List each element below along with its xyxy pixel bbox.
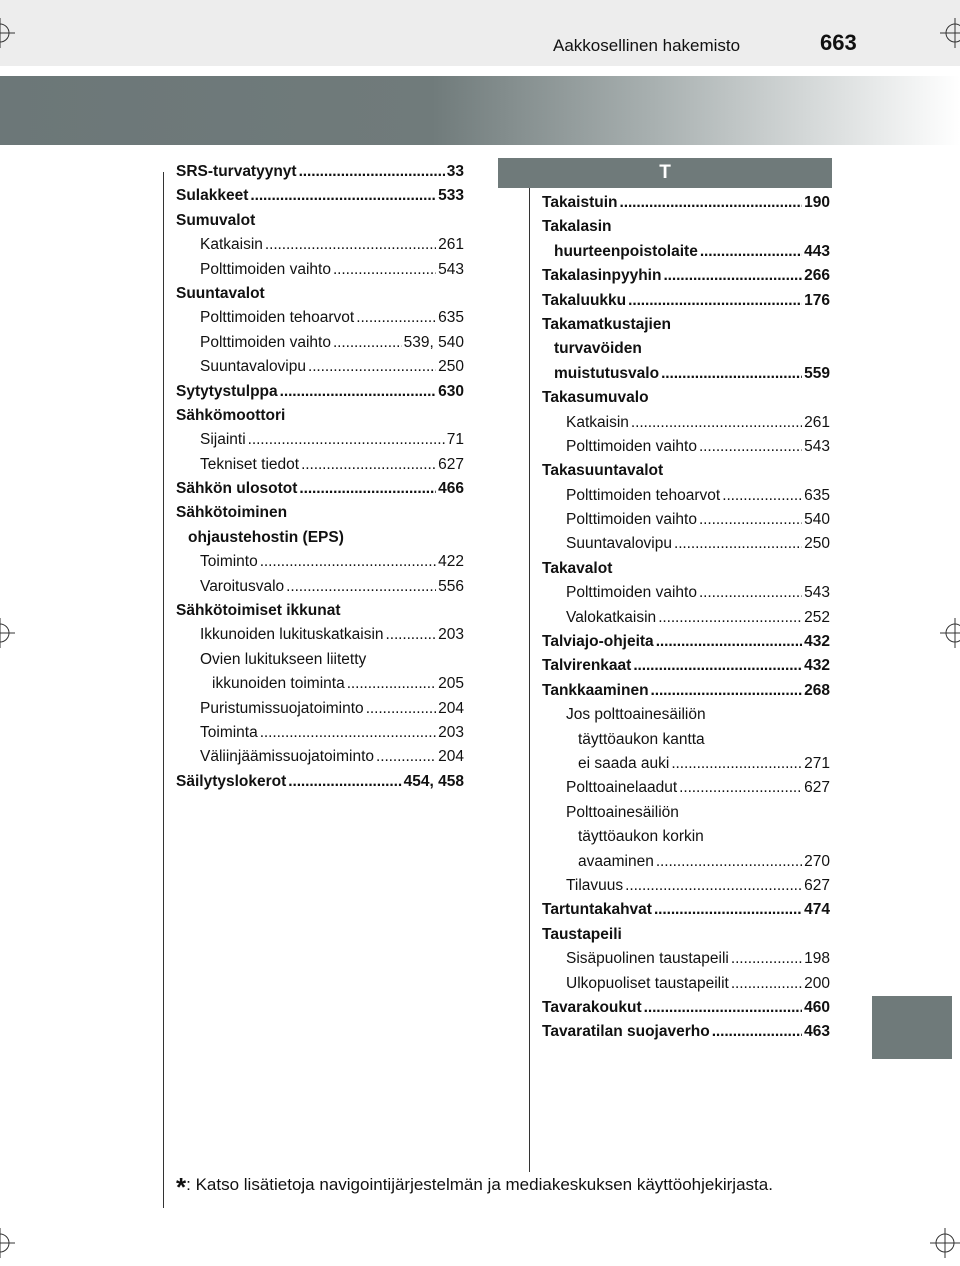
dot-leader [333, 258, 436, 282]
index-entry-text: Tekniset tiedot [200, 455, 300, 473]
index-entry-text: Suuntavalovipu [200, 358, 306, 376]
index-entry-text: Ulkopuoliset taustapeilit [566, 974, 729, 992]
index-entry-page[interactable]: 543 [438, 260, 464, 278]
index-entry-text: Sumuvalot [176, 211, 256, 229]
index-entry-page[interactable]: 432 [804, 657, 830, 675]
index-entry-page[interactable]: 204 [438, 748, 464, 766]
index-entry-page[interactable]: 443 [804, 242, 830, 260]
index-column-right [542, 191, 830, 1045]
dot-leader [671, 752, 802, 776]
index-entry-page[interactable]: 250 [804, 535, 830, 553]
index-entry-text: Väliinjäämissuojatoiminto [200, 748, 375, 766]
index-entry [542, 679, 830, 703]
index-entry [542, 508, 830, 532]
index-entry-text: täyttöaukon korkin [578, 828, 704, 846]
index-entry-text: Polttimoiden vaihto [566, 511, 697, 529]
dot-leader [347, 672, 436, 696]
index-entry-page[interactable]: 250 [438, 358, 464, 376]
index-entry-text: Tavarakoukut [542, 998, 642, 1016]
index-entry-text: Sytytystulppa [176, 382, 278, 400]
index-entry-text: huurteenpoistolaite [554, 242, 698, 260]
index-entry-text: avaaminen [578, 852, 654, 870]
index-entry [176, 526, 464, 550]
index-entry-page[interactable]: 266 [804, 267, 830, 285]
dot-leader [366, 697, 436, 721]
index-entry [542, 752, 830, 776]
index-entry-text: Säilytyslokerot [176, 772, 287, 790]
top-margin-strip [0, 0, 960, 66]
index-entry-page[interactable]: 198 [804, 950, 830, 968]
crop-mark-icon [930, 1228, 960, 1258]
index-entry-text: Takasumuvalo [542, 389, 649, 407]
index-entry [176, 428, 464, 452]
index-entry-text: Tankkaaminen [542, 681, 649, 699]
index-entry-page[interactable]: 203 [438, 723, 464, 741]
index-entry [542, 874, 830, 898]
dot-leader [644, 996, 802, 1020]
dot-leader [250, 184, 436, 208]
index-entry-page[interactable]: 463 [804, 1023, 830, 1041]
page-number: 663 [820, 30, 857, 55]
index-entry-text: Polttoainelaadut [566, 779, 678, 797]
crop-mark-icon [940, 618, 960, 648]
index-entry [542, 1020, 830, 1044]
index-entry [176, 306, 464, 330]
index-entry-text: Takalasin [542, 218, 612, 236]
index-entry [542, 825, 830, 849]
index-column-left [176, 160, 464, 794]
index-entry [176, 550, 464, 574]
dot-leader [265, 233, 436, 257]
index-entry-text: ei saada auki [578, 754, 670, 772]
dot-leader [651, 679, 803, 703]
index-entry-text: Puristumissuojatoiminto [200, 699, 364, 717]
index-entry [176, 697, 464, 721]
dot-leader [301, 453, 436, 477]
index-entry [176, 623, 464, 647]
index-entry-text: Taustapeili [542, 925, 622, 943]
index-entry-page[interactable]: 460 [804, 998, 830, 1016]
index-entry-page[interactable]: 533 [438, 187, 464, 205]
index-entry-text: Toiminto [200, 553, 258, 571]
index-entry-text: Sähkötoimiset ikkunat [176, 602, 341, 620]
index-entry [542, 435, 830, 459]
index-entry [542, 240, 830, 264]
crop-mark-icon [0, 18, 15, 48]
dot-leader [356, 306, 436, 330]
index-entry-text: Talvirenkaat [542, 657, 632, 675]
index-entry-text: muistutusvalo [554, 364, 660, 382]
index-entry [176, 258, 464, 282]
index-entry [542, 215, 830, 239]
dot-leader [699, 435, 802, 459]
index-entry [176, 721, 464, 745]
index-entry-text: Takamatkustajien [542, 315, 671, 333]
dot-leader [712, 1020, 802, 1044]
index-entry-text: Takalasinpyyhin [542, 267, 662, 285]
dot-leader [654, 898, 802, 922]
index-entry [542, 264, 830, 288]
footnote-marker: * [176, 1172, 187, 1202]
index-entry [542, 654, 830, 678]
index-entry [542, 557, 830, 581]
index-entry [176, 745, 464, 769]
crop-mark-icon [940, 18, 960, 48]
dot-leader [628, 289, 802, 313]
index-entry-page[interactable]: 466 [438, 480, 464, 498]
index-entry [542, 362, 830, 386]
dot-leader [661, 362, 802, 386]
index-entry-page[interactable]: 270 [804, 852, 830, 870]
index-entry-page[interactable]: 559 [804, 364, 830, 382]
index-entry [542, 898, 830, 922]
dot-leader [625, 874, 802, 898]
index-entry [542, 484, 830, 508]
index-entry [542, 630, 830, 654]
index-entry-text: Takasuuntavalot [542, 462, 664, 480]
dot-leader [386, 623, 437, 647]
index-entry-page[interactable]: 630 [438, 382, 464, 400]
index-entry [542, 996, 830, 1020]
index-entry-text: Takaistuin [542, 194, 618, 211]
dot-leader [722, 484, 802, 508]
index-entry [176, 404, 464, 428]
index-entry [542, 972, 830, 996]
index-entry-text: Tavaratilan suojaverho [542, 1023, 710, 1041]
dot-leader [700, 240, 802, 264]
index-entry-text: Valokatkaisin [566, 608, 657, 626]
index-entry [176, 477, 464, 501]
index-entry [176, 648, 464, 672]
index-entry-page[interactable]: 261 [804, 413, 830, 431]
index-entry-text: Sähkötoiminen [176, 504, 288, 522]
index-entry-page[interactable]: 635 [804, 486, 830, 504]
header-gradient-bar [0, 76, 960, 145]
index-entry [542, 728, 830, 752]
dot-leader [656, 630, 802, 654]
index-entry-page[interactable]: 543 [804, 437, 830, 455]
index-entry-page[interactable]: 190 [804, 194, 830, 211]
index-entry-text: Takaluukku [542, 291, 627, 309]
crop-mark-icon [0, 618, 15, 648]
dot-leader [376, 745, 436, 769]
index-entry [542, 850, 830, 874]
index-entry [542, 289, 830, 313]
index-entry-page[interactable]: 556 [438, 577, 464, 595]
index-entry-page[interactable]: 627 [438, 455, 464, 473]
index-entry-text: Polttimoiden vaihto [200, 260, 331, 278]
dot-leader [620, 191, 803, 215]
index-entry-page[interactable]: 200 [804, 974, 830, 992]
dot-leader [699, 581, 802, 605]
dot-leader [280, 380, 436, 404]
index-entry-page[interactable]: 204 [438, 699, 464, 717]
dot-leader [631, 411, 802, 435]
index-entry-page[interactable]: 203 [438, 626, 464, 644]
middle-column-rule [529, 178, 530, 1172]
index-entry-text: Sulakkeet [176, 187, 249, 205]
dot-leader [248, 428, 445, 452]
crop-mark-icon [0, 1228, 15, 1258]
index-entry-text: ohjaustehostin (EPS) [188, 528, 344, 546]
index-entry [542, 703, 830, 727]
index-entry-text: Katkaisin [566, 413, 629, 431]
dot-leader [260, 550, 436, 574]
dot-leader [260, 721, 436, 745]
index-entry-text: Varoitusvalo [200, 577, 285, 595]
index-entry [176, 331, 464, 355]
section-title: Aakkosellinen hakemisto [553, 36, 741, 55]
index-entry-text: Tilavuus [566, 876, 624, 894]
index-entry [176, 453, 464, 477]
footnote-text: : Katso lisätietoja navigointijärjestelmän ja mediakeskuksen käyttöohjekirjasta. [186, 1175, 773, 1194]
index-entry [542, 581, 830, 605]
dot-leader [288, 770, 401, 794]
index-entry-text: Katkaisin [200, 236, 263, 254]
index-entry [176, 599, 464, 623]
index-entry-page[interactable]: 33 [446, 163, 464, 180]
index-entry [542, 191, 830, 215]
index-entry-text: Takavalot [542, 559, 613, 577]
index-entry-page[interactable]: 268 [804, 681, 830, 699]
index-entry-page[interactable]: 543 [804, 584, 830, 602]
index-entry-text: Sähkömoottori [176, 406, 286, 424]
index-side-tab [872, 996, 952, 1059]
index-entry [176, 160, 464, 184]
index-entry [542, 923, 830, 947]
index-entry [542, 947, 830, 971]
index-entry-text: SRS-turvatyynyt [176, 163, 297, 180]
index-entry-text: Polttimoiden vaihto [200, 333, 331, 351]
dot-leader [699, 508, 802, 532]
index-entry-text: Polttimoiden vaihto [566, 584, 697, 602]
index-entry [542, 337, 830, 361]
index-entry [176, 501, 464, 525]
index-entry [542, 459, 830, 483]
index-entry-text: turvavöiden [554, 340, 642, 358]
index-entry-page[interactable]: 474 [804, 901, 830, 919]
dot-leader [656, 850, 802, 874]
dot-leader [333, 331, 402, 355]
index-entry [542, 313, 830, 337]
dot-leader [299, 160, 445, 184]
index-entry-text: Toiminta [200, 723, 258, 741]
index-entry-page[interactable]: 176 [804, 291, 830, 309]
dot-leader [731, 947, 802, 971]
left-column-rule [163, 172, 164, 1208]
index-entry-page[interactable]: 540 [804, 511, 830, 529]
index-entry [542, 606, 830, 630]
dot-leader [286, 575, 436, 599]
index-entry-page[interactable]: 454, 458 [403, 772, 464, 790]
index-entry-text: Tartuntakahvat [542, 901, 652, 919]
dot-leader [679, 776, 802, 800]
index-entry-page[interactable]: 539, 540 [403, 333, 464, 351]
dot-leader [633, 654, 802, 678]
index-entry-page[interactable]: 432 [804, 633, 830, 651]
index-entry-text: Sähkön ulosotot [176, 480, 298, 498]
index-entry-text: Ikkunoiden lukituskatkaisin [200, 626, 384, 644]
index-entry-page[interactable]: 627 [804, 876, 830, 894]
index-entry-text: Polttoainesäiliön [566, 803, 679, 821]
index-entry-page[interactable]: 71 [446, 431, 464, 449]
index-entry-page[interactable]: 627 [804, 779, 830, 797]
index-entry [176, 770, 464, 794]
dot-leader [663, 264, 802, 288]
index-entry-page[interactable]: 422 [438, 553, 464, 571]
dot-leader [308, 355, 436, 379]
index-entry-page[interactable]: 271 [804, 754, 830, 772]
index-entry-text: Suuntavalot [176, 284, 265, 302]
index-entry-page[interactable]: 635 [438, 309, 464, 327]
index-entry [176, 355, 464, 379]
index-entry-text: Sisäpuolinen taustapeili [566, 950, 729, 968]
index-entry-text: Ovien lukitukseen liitetty [200, 650, 367, 668]
index-entry-text: Suuntavalovipu [566, 535, 672, 553]
index-entry [176, 282, 464, 306]
index-entry-text: Polttimoiden vaihto [566, 437, 697, 455]
index-entry [542, 532, 830, 556]
index-entry-text: ikkunoiden toiminta [212, 675, 345, 693]
index-entry-page[interactable]: 261 [438, 236, 464, 254]
index-entry [176, 233, 464, 257]
index-entry-text: Talviajo-ohjeita [542, 633, 654, 651]
dot-leader [299, 477, 436, 501]
index-entry [542, 776, 830, 800]
index-entry-text: täyttöaukon kantta [578, 730, 705, 748]
index-entry [176, 575, 464, 599]
index-entry [176, 209, 464, 233]
index-entry-page[interactable]: 252 [804, 608, 830, 626]
index-entry [176, 184, 464, 208]
index-entry [542, 411, 830, 435]
letter-heading: T [498, 158, 832, 188]
index-entry-text: Jos polttoainesäiliön [566, 706, 706, 724]
index-entry [176, 380, 464, 404]
dot-leader [731, 972, 802, 996]
index-entry-text: Polttimoiden tehoarvot [566, 486, 721, 504]
index-entry-page[interactable]: 205 [438, 675, 464, 693]
index-entry-text: Sijainti [200, 431, 246, 449]
index-entry [176, 672, 464, 696]
dot-leader [658, 606, 802, 630]
index-entry-text: Polttimoiden tehoarvot [200, 309, 355, 327]
dot-leader [674, 532, 802, 556]
index-entry [542, 386, 830, 410]
footnote [176, 1172, 773, 1203]
index-entry [542, 801, 830, 825]
